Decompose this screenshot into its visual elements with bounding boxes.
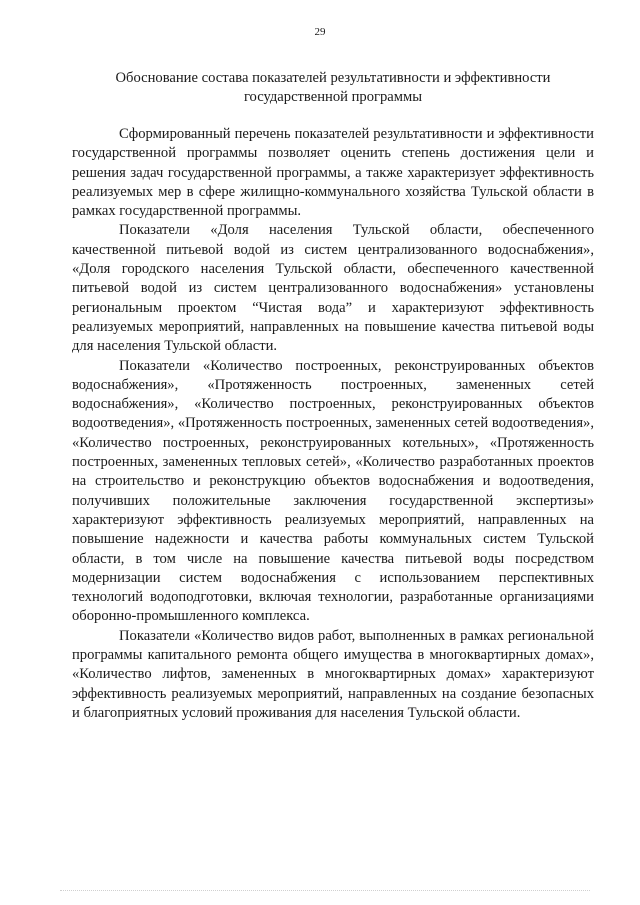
section-heading (72, 69, 594, 107)
paragraph-2: Показатели «Доля населения Тульской области, обеспеченного качественной питьевой водой из систем централизованного водоснабжения», «Доля городского населения Тульской области, обеспеченного качественной питьевой водой из систем централизованного водоснабжения» установлены региональным проектом “Чистая вода” и характеризуют эффективность реализуемых мероприятий, направленных на повышение качества питьевой воды для населения Тульской области. (72, 222, 594, 355)
paragraph-1: Сформированный перечень показателей результативности и эффективности государственной программы позволяет оценить степень достижения цели и решения задач государственной программы, а также характеризует эффективность реализуемых мер в сфере жилищно-коммунального хозяйства Тульской области в рамках государственной программы. (72, 126, 594, 220)
scan-artifact-line (60, 886, 590, 891)
paragraph-3: Показатели «Количество построенных, реконструированных объектов водоснабжения», «Протяженность построенных, замененных сетей водоснабжения», «Количество построенных, реконструированных объектов водоотведения», «Протяженность построенных, замененных сетей водоотведения», «Количество построенных, реконструированных котельных», «Протяженность построенных, замененных тепловых сетей», «Количество разработанных проектов на строительство и реконструкцию объектов водоснабжения и водоотведения, получивших положительные заключения государственной экспертизы» характеризуют эффективность реализуемых мероприятий, направленных на повышение надежности и качества работы коммунальных систем Тульской области, в том числе на повышение качества питьевой воды посредством модернизации систем водоснабжения с использованием перспективных технологий водоподготовки, включая технологии, разработанные организациями оборонно-промышленного комплекса. (72, 357, 594, 625)
paragraph-4: Показатели «Количество видов работ, выполненных в рамках региональной программы капитального ремонта общего имущества в многоквартирных домах», «Количество лифтов, замененных в многоквартирных домах» характеризуют эффективность реализуемых мероприятий, направленных на создание безопасных и благоприятных условий проживания для населения Тульской области. (72, 627, 594, 721)
document-body (72, 125, 594, 723)
section-heading-line-2: государственной программы (243, 89, 423, 105)
page-number: 29 (314, 26, 326, 38)
section-heading-line-1: Обоснование состава показателей результативности и эффективности (115, 70, 551, 86)
